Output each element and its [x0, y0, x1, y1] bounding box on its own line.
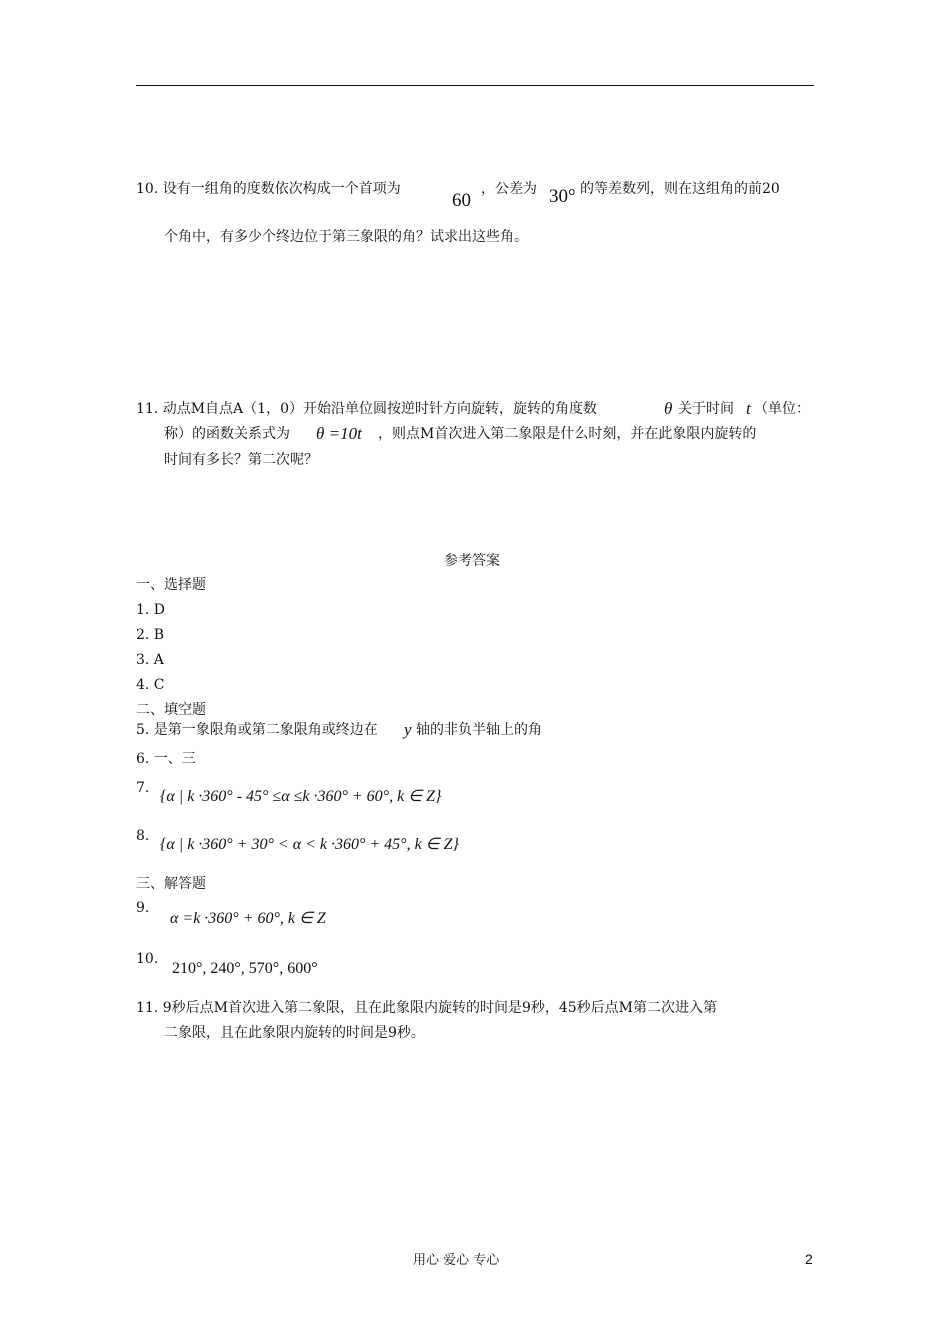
q11-line2-prefix: 称）的函数关系式为 [164, 426, 290, 442]
section-solve: 三、解答题 [136, 876, 206, 892]
q10-line2: 个角中，有多少个终边位于第三象限的角？试求出这些角。 [164, 229, 528, 245]
answer-6: 6. 一、三 [136, 751, 196, 767]
footer-slogan: 用心 爱心 专心 [413, 1253, 500, 1268]
answer-7-formula: {α | k ·360° - 45° ≤α ≤k ·360° + 60°, k ∈ Z} [160, 788, 442, 805]
answer-1: 1. D [136, 602, 166, 618]
answer-9-label: 9. [136, 900, 150, 916]
answer-11-line2: 二象限，且在此象限内旋转的时间是9秒。 [164, 1025, 425, 1041]
answer-9-formula: α =k ·360° + 60°, k ∈ Z [170, 910, 326, 927]
q10-suffix: 的等差数列，则在这组角的前20 [580, 181, 780, 197]
q11-t-var: t [746, 399, 751, 418]
answer-3: 3. A [136, 652, 164, 668]
answers-title: 参考答案 [444, 553, 500, 569]
q11-line2-suffix: ，则点M首次进入第二象限是什么时刻，并在此象限内旋转的 [378, 426, 757, 442]
header-rule [136, 85, 814, 86]
answer-2: 2. B [136, 627, 165, 643]
q10-line1 [136, 179, 401, 199]
q10-prefix: 10. 设有一组角的度数依次构成一个首项为 [136, 181, 401, 197]
q11-line1-prefix: 11. 动点M自点A（1，0）开始沿单位圆按逆时针方向旋转，旋转的角度数 [136, 401, 597, 417]
section-choice: 一、选择题 [136, 577, 206, 593]
answer-5-var: y [404, 720, 412, 739]
answer-11-line1: 11. 9秒后点M首次进入第二象限，且在此象限内旋转的时间是9秒，45秒后点M第二次进入第 [136, 1000, 718, 1016]
q11-line3: 时间有多长？第二次呢？ [164, 452, 318, 468]
q11-line1-mid: 关于时间 [678, 401, 734, 417]
q10-difference: 30° [549, 186, 576, 207]
page-number: 2 [805, 1251, 813, 1267]
answer-7-label: 7. [136, 780, 150, 796]
answer-5-prefix: 5. 是第一象限角或第二象限角或终边在 [136, 722, 378, 738]
q10-first-term: 60 [452, 190, 471, 211]
section-fill: 二、填空题 [136, 702, 206, 718]
q11-formula: θ =10t [316, 424, 362, 443]
answer-10-label: 10. [136, 951, 159, 967]
q11-theta: θ [664, 399, 673, 418]
q10-mid: ，公差为 [481, 181, 537, 197]
answer-10-formula: 210°, 240°, 570°, 600° [172, 960, 318, 977]
answer-4: 4. C [136, 677, 165, 693]
answer-5-suffix: 轴的非负半轴上的角 [416, 722, 542, 738]
answer-8-formula: {α | k ·360° + 30° < α < k ·360° + 45°, k ∈ Z} [160, 836, 459, 853]
answer-8-label: 8. [136, 828, 150, 844]
q11-line1-suffix: （单位： [754, 401, 810, 417]
